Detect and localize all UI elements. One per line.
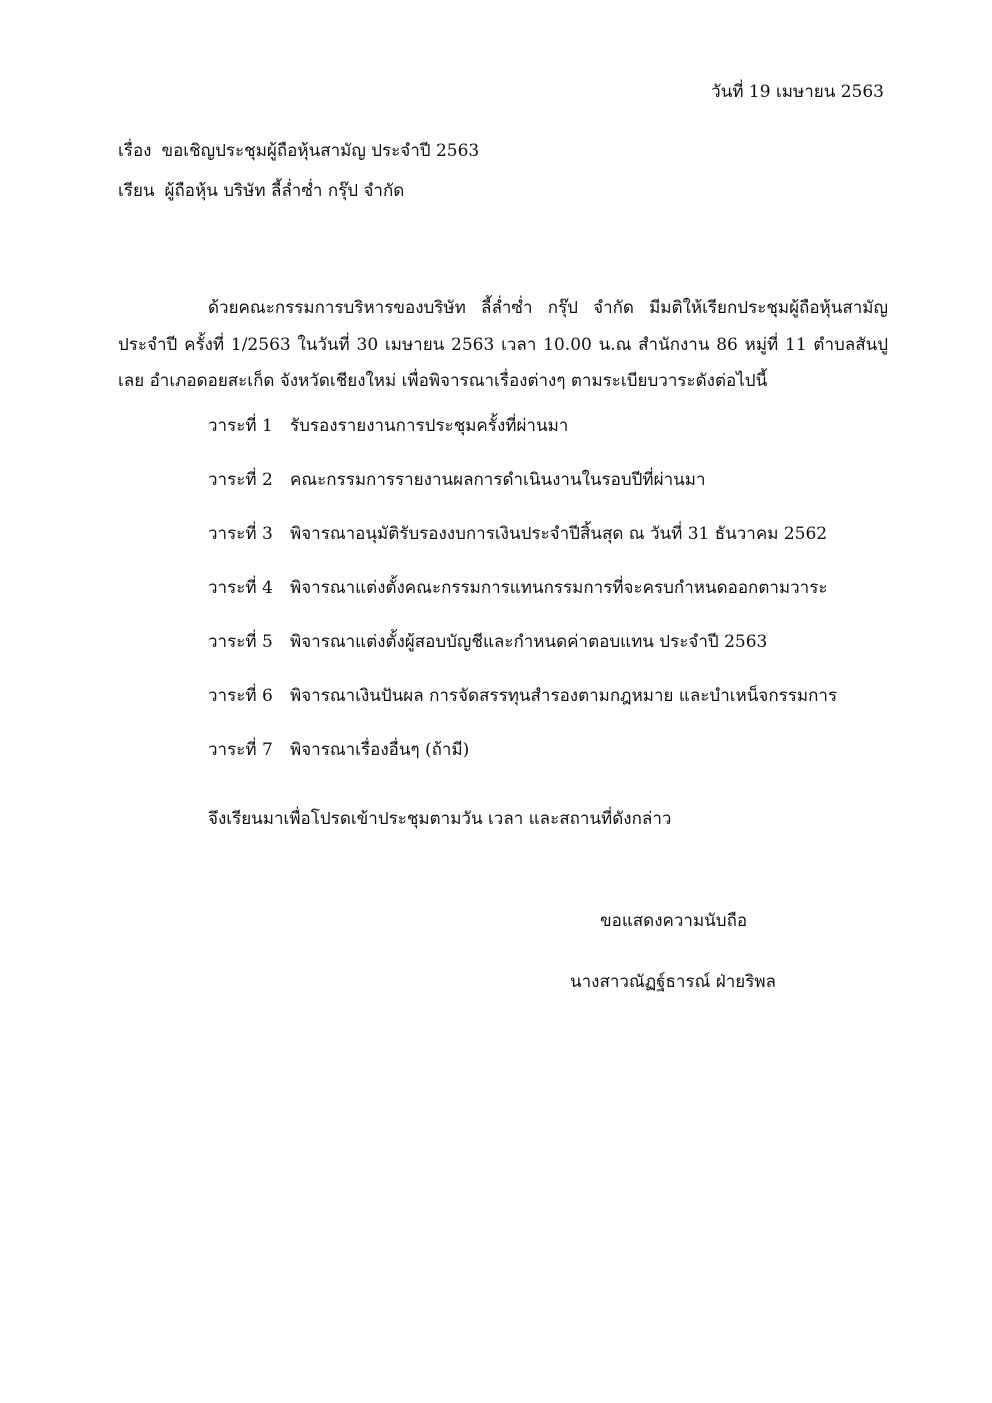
agenda-item: [208, 520, 837, 574]
regards-text: ขอแสดงความนับถือ: [600, 911, 748, 931]
agenda-text: คณะกรรมการรายงานผลการดำเนินงานในรอบปีที่ผ่านมา: [290, 470, 706, 490]
subject-label: เรื่อง: [118, 141, 152, 161]
closing-sentence: จึงเรียนมาเพื่อโปรดเข้าประชุมตามวัน เวลา และสถานที่ดังกล่าว: [208, 809, 672, 829]
agenda-number: วาระที่ 5: [208, 632, 273, 652]
subject-line: [118, 137, 479, 164]
letter-date: วันที่ 19 เมษายน 2563: [711, 82, 884, 102]
subject-text: ขอเชิญประชุมผู้ถือหุ้นสามัญ ประจำปี 2563: [161, 141, 480, 161]
agenda-item: [208, 736, 837, 790]
agenda-text: พิจารณาอนุมัติรับรองงบการเงินประจำปีสิ้นสุด ณ วันที่ 31 ธันวาคม 2562: [290, 524, 828, 544]
recipient-line: [118, 177, 404, 204]
intro-paragraph: ด้วยคณะกรรมการบริหารของบริษัท ลี้ล่ำซ่ำ กรุ๊ป จำกัด มีมติให้เรียกประชุมผู้ถือหุ้นสามัญ ประจำปี ครั้งที่ 1/2563 ในวันที่ 30 เมษายน 2563 เวลา 10.00 น.ณ สำนักงาน 86 หมู่ที่ 11 ตำบลสันปูเลย อำเภอดอยสะเก็ด จังหวัดเชียงใหม่ เพื่อพิจารณาเรื่องต่างๆ ตามระเบียบวาระดังต่อไปนี้: [118, 298, 888, 392]
agenda-item: [208, 574, 837, 628]
agenda-number: วาระที่ 6: [208, 686, 273, 706]
agenda-number: วาระที่ 3: [208, 524, 273, 544]
agenda-number: วาระที่ 7: [208, 740, 273, 760]
agenda-item: [208, 628, 837, 682]
agenda-list: [208, 412, 837, 790]
signer-name: นางสาวณัฏฐ์ธารณ์ ฝ่ายริพล: [570, 972, 776, 992]
agenda-text: พิจารณาแต่งตั้งผู้สอบบัญชีและกำหนดค่าตอบแทน ประจำปี 2563: [290, 632, 768, 652]
agenda-item: [208, 466, 837, 520]
agenda-item: [208, 682, 837, 736]
agenda-number: วาระที่ 2: [208, 470, 273, 490]
recipient-label: เรียน: [118, 181, 155, 201]
recipient-text: ผู้ถือหุ้น บริษัท ลี้ล่ำซ่ำ กรุ๊ป จำกัด: [164, 181, 405, 201]
agenda-text: พิจารณาเรื่องอื่นๆ (ถ้ามี): [290, 740, 470, 760]
agenda-number: วาระที่ 1: [208, 416, 273, 436]
agenda-text: รับรองรายงานการประชุมครั้งที่ผ่านมา: [290, 416, 569, 436]
agenda-item: [208, 412, 837, 466]
agenda-text: พิจารณาเงินปันผล การจัดสรรทุนสำรองตามกฎหมาย และบำเหน็จกรรมการ: [290, 686, 838, 706]
agenda-number: วาระที่ 4: [208, 578, 273, 598]
agenda-text: พิจารณาแต่งตั้งคณะกรรมการแทนกรรมการที่จะครบกำหนดออกตามวาระ: [290, 578, 828, 598]
